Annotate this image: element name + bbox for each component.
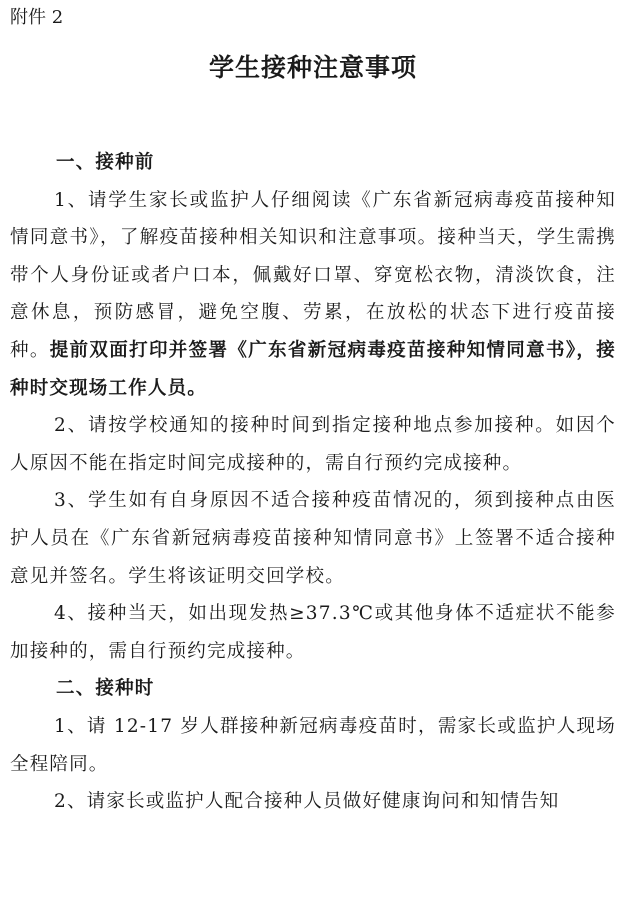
paragraph-before-1 <box>10 182 616 408</box>
attachment-label: 附件 2 <box>10 7 64 28</box>
paragraph-during-2: 2、请家长或监护人配合接种人员做好健康询问和知情告知 <box>54 791 560 813</box>
paragraph-text: 1、请学生家长或监护人仔细阅读《广东省新冠病毒疫苗接种知情同意书》，了解疫苗接种相关知识和注意事项。接种当天，学生需携带个人身份证或者户口本，佩戴好口罩、穿宽松衣物，清淡饮食，注意休息，预防感冒，避免空腹、劳累，在放松的状态下进行疫苗接种。 <box>10 189 616 361</box>
paragraph-during-1: 1、请 12-17 岁人群接种新冠病毒疫苗时，需家长或监护人现场全程陪同。 <box>10 715 616 775</box>
section-heading-during-vaccination: 二、接种时 <box>56 678 155 700</box>
bold-instruction: 提前双面打印并签署《广东省新冠病毒疫苗接种知情同意书》，接种时交现场工作人员。 <box>10 339 616 399</box>
paragraph-before-2: 2、请按学校通知的接种时间到指定接种地点参加接种。如因个人原因不能在指定时间完成接种的，需自行预约完成接种。 <box>10 415 616 474</box>
document-body <box>10 144 616 821</box>
paragraph-before-4: 4、接种当天，如出现发热≥37.3℃或其他身体不适症状不能参加接种的，需自行预约完成接种。 <box>10 603 616 662</box>
section-heading-before-vaccination: 一、接种前 <box>56 152 155 173</box>
document-title: 学生接种注意事项 <box>208 53 417 82</box>
paragraph-before-3: 3、学生如有自身原因不适合接种疫苗情况的，须到接种点由医护人员在《广东省新冠病毒疫苗接种知情同意书》上签署不适合接种意见并签名。学生将该证明交回学校。 <box>10 490 616 587</box>
